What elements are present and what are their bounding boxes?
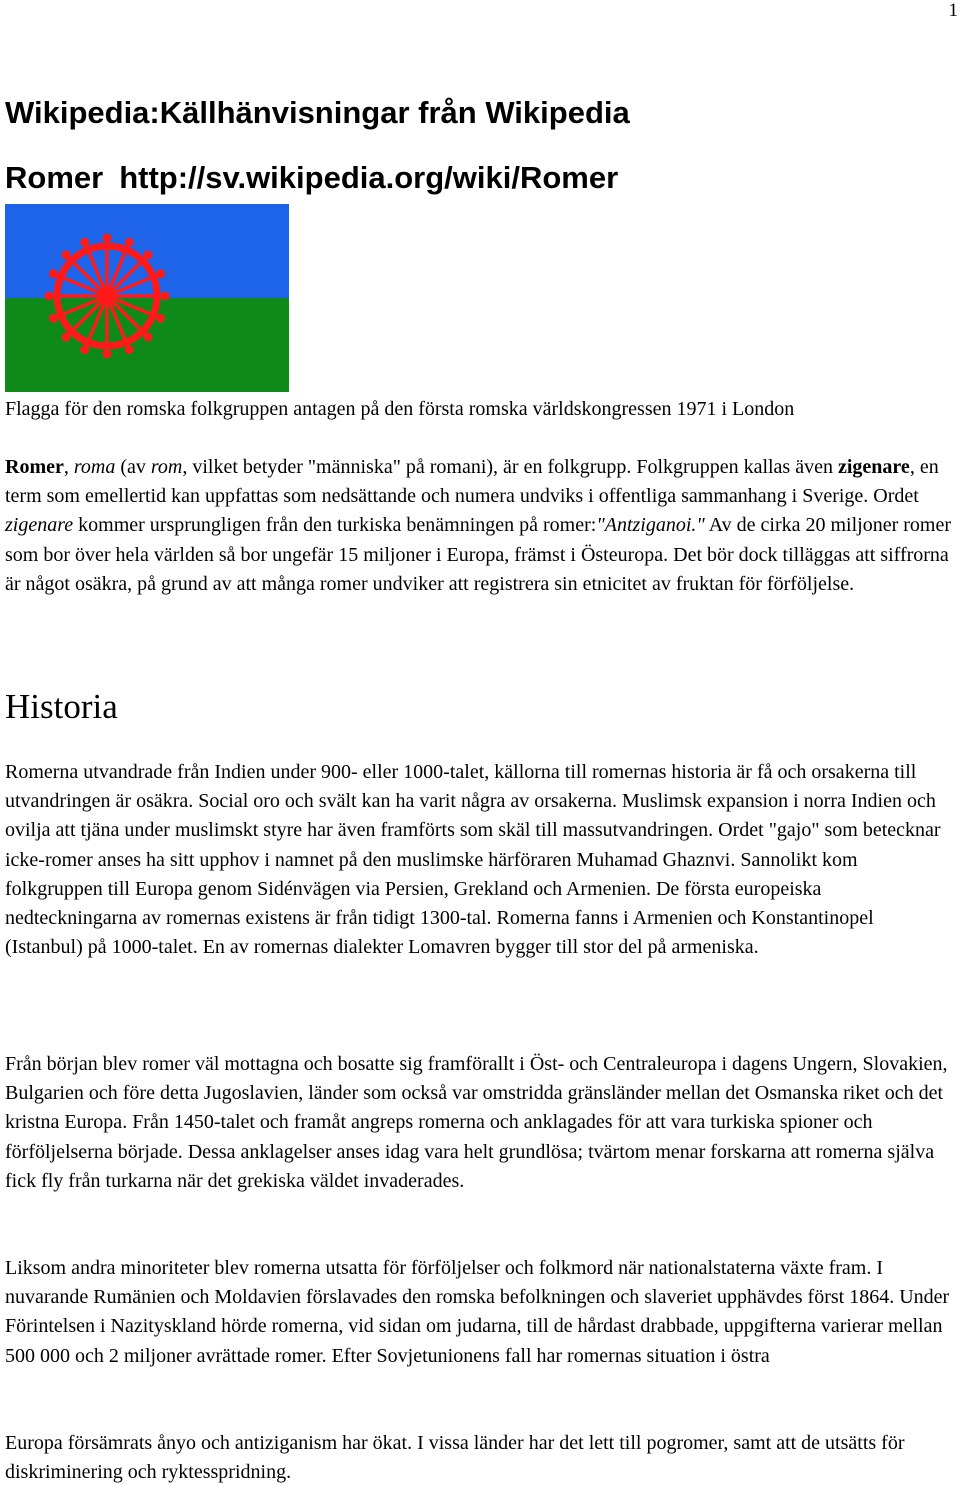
chakra-spoke-tip [61, 333, 70, 342]
chakra-spoke-tip [61, 250, 70, 259]
chakra-spoke-tip [156, 269, 165, 278]
romani-flag-image [5, 204, 289, 392]
chakra-spoke-tip [80, 345, 89, 354]
chakra-spoke-tip [80, 238, 89, 247]
term-roma: roma [73, 456, 116, 478]
chakra-wheel-icon [45, 234, 170, 359]
chakra-spoke-tip [125, 238, 134, 247]
chakra-spoke-tip [49, 269, 58, 278]
page-number: 1 [948, 0, 958, 21]
article-heading [5, 160, 618, 196]
intro-text: , [63, 456, 74, 478]
document-title: Wikipedia:Källhänvisningar från Wikipedia [5, 95, 630, 130]
history-paragraph-4: Europa försämrats ånyo och antiziganism har ökat. I vissa länder har det lett till pogromer, samt att de utsätts för diskriminering och ryktesspridning. [5, 1432, 905, 1484]
chakra-spoke-tip [103, 350, 112, 359]
term-zigenare-bold: zigenare [837, 456, 910, 478]
intro-text: , en term som emellertid kan uppfattas som nedsättande och numera undviks i offentliga sammanhang i Sverige. Ordet [5, 456, 939, 508]
history-paragraph-1: Romerna utvandrade från Indien under 900- eller 1000-talet, källorna till romernas historia är få och orsakerna till utvandringen är osäkra. Social oro och svält kan ha varit några av orsakerna. Muslimsk expansion i norra Indien och ovilja att tjäna under muslimskt styre har även framförts som skäl till massutvandringen. Ordet "gajo" som betecknar icke-romer anses ha sitt upphov i namnet på den muslimske härföraren Muhamad Ghaznvi. Sannolikt kom folkgruppen till Europa genom Sidénvägen via Persien, Grekland och Armenien. De första europeiska nedteckningarna av romernas existens är från tidigt 1300-tal. Romerna fanns i Armenien och Konstantinopel (Istanbul) på 1000-talet. En av romernas dialekter Lomavren bygger till stor del på armeniska. [5, 761, 941, 959]
term-zigenare-italic: zigenare [5, 514, 74, 537]
chakra-spoke-tip [103, 234, 112, 243]
article-url[interactable]: http://sv.wikipedia.org/wiki/Romer [119, 160, 619, 195]
article-name: Romer [5, 160, 104, 195]
chakra-spoke-tip [144, 333, 153, 342]
term-romer: Romer [5, 456, 64, 478]
intro-text: , vilket betyder "människa" på romani), är en folkgrupp. Folkgruppen kallas även [182, 456, 838, 478]
term-rom: rom [150, 456, 183, 478]
intro-paragraph [5, 453, 955, 599]
chakra-spoke-tip [144, 250, 153, 259]
intro-text: (av [115, 456, 151, 478]
chakra-hub [99, 288, 115, 304]
intro-text: Av de cirka 20 miljoner romer som bor över hela världen så bor ungefär 15 miljoner i Europa, främst i Östeuropa. Det bör dock tilläggas att siffrorna är något osäkra, på grund av att många romer undviker att registrera sin etnicitet av fruktan för förföljelse. [5, 514, 952, 595]
flag-caption: Flagga för den romska folkgruppen antagen på den första romska världskongressen 1971 i London [5, 398, 795, 420]
chakra-spoke-tip [49, 314, 58, 323]
chakra-spoke-tip [161, 292, 170, 301]
chakra-spoke-tip [156, 314, 165, 323]
intro-text: kommer ursprungligen från den turkiska benämningen på romer: [73, 514, 597, 537]
section-heading-historia: Historia [5, 687, 118, 726]
chakra-spoke-tip [125, 345, 134, 354]
chakra-spoke-tip [45, 292, 54, 301]
history-paragraph-2: Från början blev romer väl mottagna och bosatte sig framförallt i Öst- och Centraleuropa i dagens Ungern, Slovakien, Bulgarien och före detta Jugoslavien, länder som också var omstridda gränsländer mellan det Osmanska riket och det kristna Europa. Från 1450-talet och framåt angreps romerna och anklagades för att vara turkiska spioner och förföljelserna började. Dessa anklagelser anses idag vara helt grundlösa; tvärtom menar forskarna att romerna själva fick fly från turkarna när det grekiska väldet invaderades. [5, 1053, 948, 1192]
history-paragraph-3: Liksom andra minoriteter blev romerna utsatta för förföljelser och folkmord när nationalstaterna växte fram. I nuvarande Rumänien och Moldavien förslavades den romska befolkningen och slaveriet upphävdes först 1864. Under Förintelsen i Nazityskland hörde romerna, vid sidan om judarna, till de hårdast drabbade, uppgifterna varierar mellan 500 000 och 2 miljoner avrättade romer. Efter Sovjetunionens fall har romernas situation i östra [5, 1257, 950, 1367]
term-antziganoi: "Antziganoi." [596, 514, 705, 537]
